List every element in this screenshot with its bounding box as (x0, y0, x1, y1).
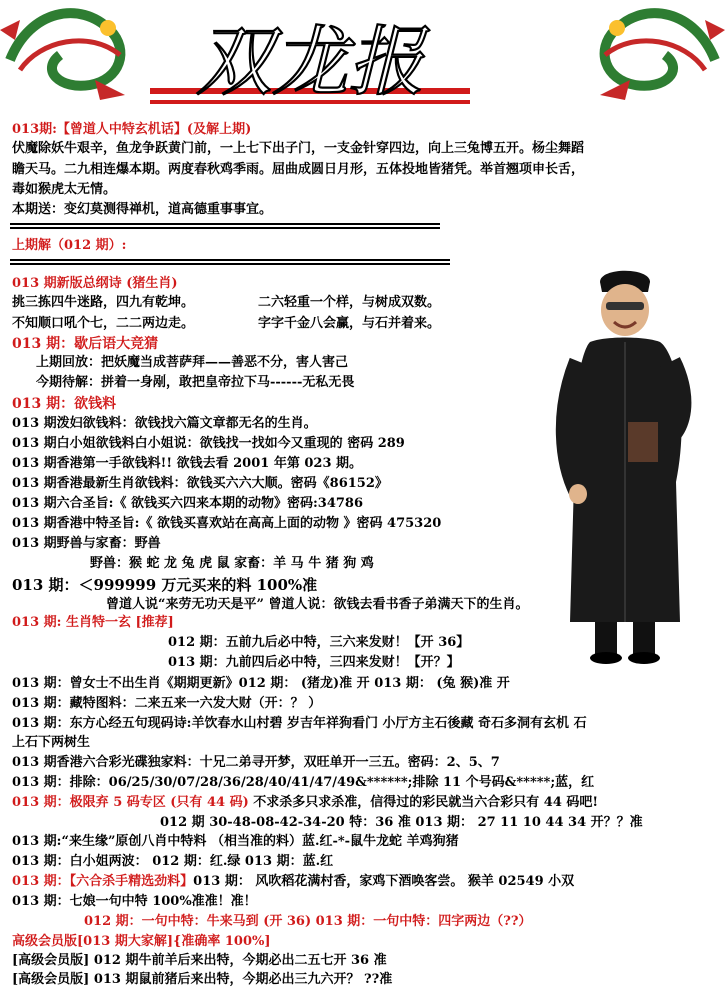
yuqian-line-4: 013 期香港最新生肖欲钱料：欲钱买六六大顺。密码《86152》 (12, 476, 388, 491)
misc-line-3: 013 期：东方心经五句现码诗:羊饮春水山村碧 岁吉年祥狗看门 小厅方主石後藏 奇石多洞有玄机 石 (12, 716, 587, 731)
vip-line-2: [高级会员版] 013 期鼠前猪后来出特，今期必出三九六开？ ??准 (12, 972, 393, 987)
yiju-line: 012 期：一句中特：牛来马到 (开 36) 013 期：一句中特：四字两边（??） (84, 914, 532, 929)
poem-line-2: 二六轻重一个样，与树成双数。 (258, 295, 441, 310)
misc-line-6: 013 期：排除：06/25/30/07/28/36/28/40/41/47/49&******;排除 11 个号码&*****;蓝，红 (12, 775, 595, 790)
liuhe-line (12, 874, 574, 890)
yuqian-line-3: 013 期香港第一手欲钱料!! 欲钱去看 2001 年第 023 期。 (12, 456, 363, 471)
poem-line-3: 不知顺口吼个七，二二两边走。 (12, 316, 195, 331)
yuqian-animals: 野兽：猴 蛇 龙 兔 虎 鼠 家畜：羊 马 牛 猪 狗 鸡 (90, 556, 374, 571)
xiehouyu-guess: 今期待解：拼着一身剐，敢把皇帝拉下马------无私无畏 (36, 375, 355, 390)
yuqian-line-5: 013 期六合圣旨:《 欲钱买六四来本期的动物》密码:34786 (12, 496, 364, 511)
yuqian-line-1: 013 期泼妇欲钱料：欲钱找六篇文章都无名的生肖。 (12, 416, 317, 431)
masthead-art (0, 0, 725, 118)
qiniang-line: 013 期：七娘一句中特 100%准准！准！ (12, 894, 257, 909)
yixuan-header: 013 期: 生肖特一玄 [推荐] (12, 615, 174, 630)
last-issue-label: 上期解（012 期）: (12, 238, 127, 253)
yuqian-line-2: 013 期白小姐欲钱料白小姐说：欲钱找一找如今又重现的 密码 289 (12, 436, 405, 451)
xiehouyu-review: 上期回放：把妖魔当成菩萨拜——善恶不分，害人害己 (36, 355, 349, 370)
left-dragon-icon (0, 13, 125, 100)
riddle-line-3: 毒如猴虎太无情。 (12, 182, 117, 197)
misc-line-4: 上石下两树生 (12, 735, 91, 750)
liuhe-rest: 013 期： 风吹稻花满村香，家鸡下酒唤客尝。 猴羊 02549 小双 (193, 874, 575, 889)
riddle-line-1: 伏魔除妖牛艰辛，鱼龙争跃黄门前，一上七下出子门，一支金针穿四边，向上三兔博五开。杨尘舞蹈 (12, 141, 585, 156)
yuqian-header: 013 期：欲钱料 (12, 396, 117, 412)
jixian-prefix: 013 期：极限弃 5 码专区 (只有 44 码) (12, 795, 249, 810)
jixian-numbers: 012 期 30-48-08-42-34-20 特：36 准 013 期： 27 11 10 44 34 开？？准 (160, 815, 643, 830)
poem-line-4: 字字千金八会赢，与石并着来。 (258, 316, 441, 331)
yuqian-quote: 曾道人说“来劳无功天是平” 曾道人说：欲钱去看书香子弟满天下的生肖。 (106, 597, 529, 612)
masthead (0, 0, 725, 118)
right-dragon-icon (600, 13, 725, 100)
masthead-title: 双龙报 (196, 17, 424, 106)
man-figure-icon (540, 262, 720, 667)
yuqian-line-6: 013 期香港中特圣旨:《 欲钱买喜欢站在高高上面的动物 》密码 475320 (12, 516, 442, 531)
misc2-line-2: 013 期：白小姐两波： 012 期：红.绿 013 期：蓝.红 (12, 854, 334, 869)
separator (10, 259, 450, 265)
poem-header: 013 期新版总纲诗 (猪生肖) (12, 276, 178, 291)
misc-line-2: 013 期：藏特图料：二来五来一六发大财（开：？ ） (12, 696, 322, 711)
riddle-header: 013期:【曾道人中特玄机话】(及解上期) (12, 122, 252, 137)
yuqian-big: 013 期：＜999999 万元买来的料 100%准 (12, 576, 318, 594)
vip-line-1: [高级会员版] 012 期牛前羊后来出特，今期必出二五七开 36 准 (12, 953, 387, 968)
jixian-line (12, 795, 598, 811)
yixuan-line-2: 013 期：九前四后必中特，三四来发财！【开？】 (168, 655, 460, 670)
yuqian-line-7: 013 期野兽与家畜：野兽 (12, 536, 161, 551)
misc-line-1: 013 期：曾女士不出生肖《期期更新》012 期： (猪龙)准 开 013 期： (兔 猴)准 开 (12, 676, 510, 691)
misc-line-5: 013 期香港六合彩光碟独家料：十兄二弟寻开梦，双旺单开一三五。密码：2、5、7 (12, 755, 500, 770)
poem-line-1: 挑三拣四牛迷路，四九有乾坤。 (12, 295, 195, 310)
riddle-line-2: 瞻天马。二九相连爆本期。两度春秋鸡季雨。屈曲成圆日月形，五体投地皆猪凭。举首翘项申长舌， (12, 162, 585, 177)
liuhe-prefix: 013 期：【六合杀手精选劲料】 (12, 874, 194, 889)
riddle-line-4: 本期送：变幻莫测得禅机，道高德重事事宜。 (12, 202, 273, 217)
xiehouyu-header: 013 期：歇后语大竞猜 (12, 336, 159, 352)
misc2-line-1: 013 期:“来生缘”原创八肖中特料 （相当准的料）蓝.红-*-鼠牛龙蛇 羊鸡狗猪 (12, 834, 459, 849)
vip-header: 高级会员版[013 期大家解]{准确率 100%] (12, 934, 271, 949)
yixuan-line-1: 012 期：五前九后必中特，三六来发财！【开 36】 (168, 635, 470, 650)
jixian-rest: 不求杀多只求杀准，信得过的彩民就当六合彩只有 44 码吧! (248, 795, 599, 810)
separator (10, 223, 440, 229)
